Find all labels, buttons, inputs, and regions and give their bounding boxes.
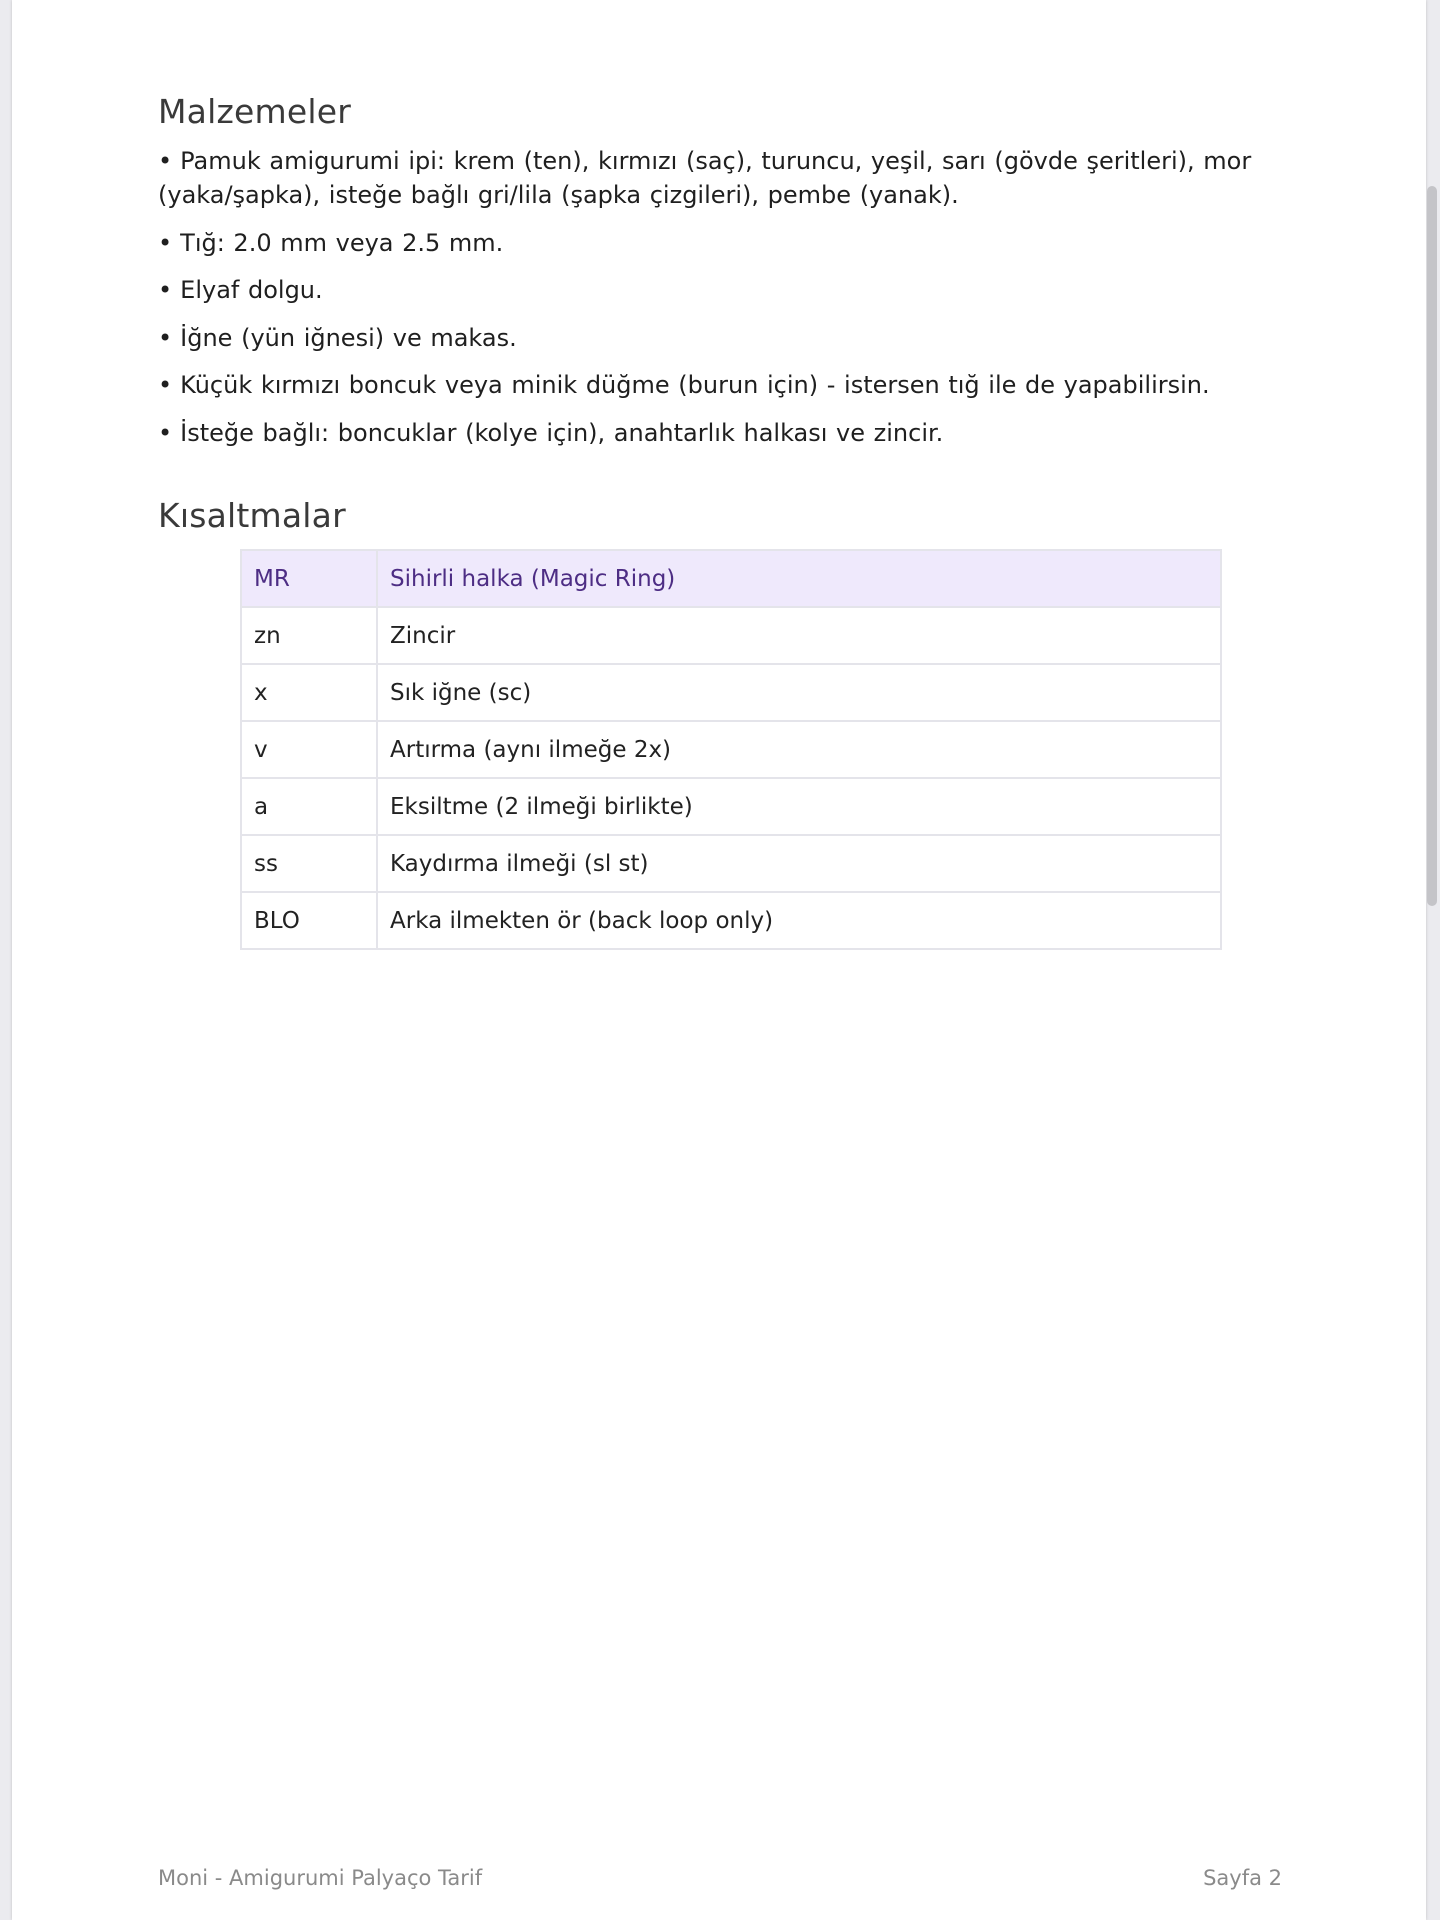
bullet-icon: •	[158, 147, 173, 175]
meaning-cell: Eksiltme (2 ilmeği birlikte)	[377, 778, 1221, 835]
table-row	[241, 664, 1221, 721]
abbreviation-cell: ss	[241, 835, 377, 892]
meaning-cell: Zincir	[377, 607, 1221, 664]
bullet-icon: •	[158, 371, 173, 399]
table-row	[241, 550, 1221, 607]
table-row	[241, 778, 1221, 835]
list-item	[158, 144, 1278, 212]
bullet-icon: •	[158, 228, 173, 257]
list-item	[158, 226, 1278, 260]
abbreviation-cell: a	[241, 778, 377, 835]
abbreviations-heading: Kısaltmalar	[158, 496, 346, 535]
list-item-text: Elyaf dolgu.	[180, 276, 323, 304]
bullet-icon: •	[158, 418, 173, 447]
abbreviation-cell: x	[241, 664, 377, 721]
list-item-text: İğne (yün iğnesi) ve makas.	[180, 323, 517, 352]
meaning-cell: Artırma (aynı ilmeğe 2x)	[377, 721, 1221, 778]
table-row	[241, 892, 1221, 949]
footer-page-number: Sayfa 2	[1203, 1866, 1282, 1890]
list-item	[158, 321, 1278, 355]
bullet-icon: •	[158, 276, 173, 304]
vertical-scrollbar[interactable]	[1424, 0, 1438, 1920]
meaning-cell: Sihirli halka (Magic Ring)	[377, 550, 1221, 607]
list-item	[158, 368, 1278, 402]
table-row	[241, 835, 1221, 892]
scrollbar-thumb[interactable]	[1427, 186, 1437, 906]
list-item-text: Tığ: 2.0 mm veya 2.5 mm.	[180, 228, 504, 257]
table-row	[241, 721, 1221, 778]
list-item-text: Küçük kırmızı boncuk veya minik düğme (burun için) - istersen tığ ile de yapabilirsin.	[180, 371, 1210, 399]
document-page	[12, 0, 1426, 1920]
meaning-cell: Kaydırma ilmeği (sl st)	[377, 835, 1221, 892]
list-item-text: Pamuk amigurumi ipi: krem (ten), kırmızı (saç), turuncu, yeşil, sarı (gövde şeritleri), mor (yaka/şapka), isteğe bağlı gri/lila (şapka çizgileri), pembe (yanak).	[158, 147, 1252, 209]
materials-heading: Malzemeler	[158, 92, 351, 131]
footer-document-title: Moni - Amigurumi Palyaço Tarif	[158, 1866, 483, 1890]
list-item	[158, 273, 1278, 307]
bullet-icon: •	[158, 323, 173, 352]
abbreviation-cell: BLO	[241, 892, 377, 949]
list-item	[158, 416, 1278, 450]
meaning-cell: Sık iğne (sc)	[377, 664, 1221, 721]
materials-list	[158, 144, 1278, 463]
abbreviation-cell: zn	[241, 607, 377, 664]
meaning-cell: Arka ilmekten ör (back loop only)	[377, 892, 1221, 949]
abbreviation-cell: MR	[241, 550, 377, 607]
table-row	[241, 607, 1221, 664]
abbreviation-cell: v	[241, 721, 377, 778]
list-item-text: İsteğe bağlı: boncuklar (kolye için), anahtarlık halkası ve zincir.	[180, 418, 944, 447]
abbreviations-table	[240, 549, 1222, 950]
